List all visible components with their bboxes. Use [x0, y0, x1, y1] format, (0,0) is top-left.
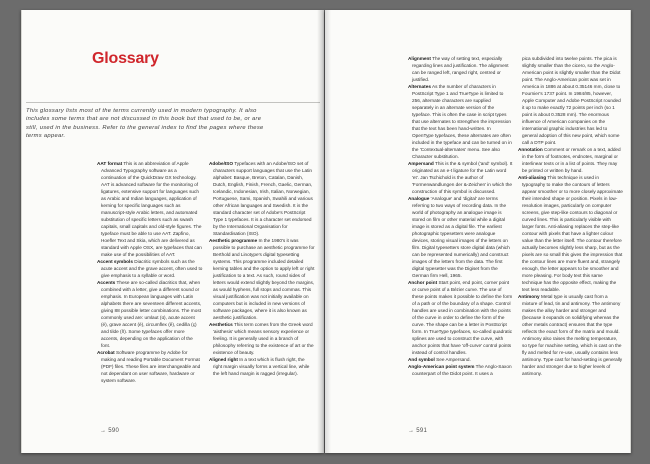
glossary-entry [209, 160, 315, 237]
glossary-term: And symbol [408, 357, 435, 362]
glossary-entry [408, 356, 513, 363]
glossary-definition: The way of setting text, especially regarding lines and justification. The alignment can be ranged left, ranged right, centred or justified. [412, 56, 509, 82]
glossary-term: Anti-aliasing [518, 175, 547, 180]
page-number-left: → 590 [100, 428, 120, 434]
glossary-definition: The Anglo-Saxon counterpart of the Didot point. It uses a [412, 364, 512, 376]
glossary-entry [209, 321, 315, 356]
left-page [21, 10, 324, 453]
glossary-definition: Metal type is usually cast from a mixture of lead, tin and antimony. The antimony makes the alloy harder and stronger and (because it expands on solidifying whereas the other metals contract) ensures that the type reflects the exact form of the matrix and mould. Antimony also raises the melting temperature, so type for machine setting, which is cast on the fly and melted for re-use, usually contains less antimony. Type cast for hand-setting is generally harder and stronger due to higher levels of antimony. [522, 294, 623, 376]
intro-line: This glossary lists most of the terms currently used in modern typography. It also [26, 108, 257, 114]
glossary-definition: As the number of characters in PostScript Type 1 and TrueType is limited to 256, alternate characters are supplied separately in an alternate version of the typeface. This is often the case in script types that use alternates to strengthen the impression that the text has been hand-written. In OpenType typefaces, these alternates are often included in the typeface and can be turned on in the 'Contextual-alternates' menu. See also Character substitution. [412, 84, 512, 159]
glossary-entry [97, 258, 203, 279]
glossary-definition: Software programme by Adobe for making and reading Portable Document Format (PDF) files. These files are interchangeable and not dependant on user software, hardware or system software. [101, 350, 201, 383]
glossary-definition: See Ampersand. [436, 357, 471, 362]
glossary-entry [408, 83, 513, 160]
glossary-column-4 [518, 55, 623, 377]
glossary-entry [209, 237, 315, 321]
glossary-entry [209, 356, 315, 377]
glossary-definition: pica subdivided into twelve points. The pica is slightly smaller than the cicero, so the Anglo-American point is slightly smaller than the Didot point. The Anglo-American point was set in America in 1886 at about 0.35146 mm, close to Fournier's 1737 point. In 1984/85, however, Apple Computer and Adobe PostScript rounded it up to make exactly 72 points per inch (so 1 point is about 0.3528 mm). The enormous influence of American companies on the international graphic industries has led to general adoption of this new point, which some call a DTP point. [522, 56, 621, 145]
glossary-entry [408, 160, 513, 195]
page-number-right: → 591 [408, 428, 428, 434]
page-title: Glossary [92, 50, 159, 67]
glossary-term: Aesthetic programme [209, 238, 258, 243]
glossary-definition: This technique is used in typography to make the contours of letters appear smoother or to more closely approximate their intended shape or position. Pixels in low-resolution images, particularly on computer screens, give step-like contours to diagonal or curved lines. This is particularly visible with larger fonts. Anti-aliasing replaces the step-like contour with pixels that have a lighter colour value than the letter itself. The contour therefore actually becomes slightly less sharp, but as the pixels are so small this gives the impression that the contour lines are more fluent and, strangely enough, the letter appears to be smoother and more pleasing. For body text this same technique has the opposite effect, making the text less readable. [522, 175, 623, 292]
intro-line: terms appear. [26, 132, 66, 139]
glossary-definition: Start point, end point, corner point or curve point of a Bézier curve. The use of these points makes it possible to define the form of a path or of the boundary of a shape. Control handles are used in combination with the points of the curve in order to define the form of the curve. The shape can be a letter in PostScript form. In TrueType typefaces, so-called quadratic splines are used to construct the curve, with anchor points that have 'off-curve' control points instead of control handles. [412, 280, 513, 355]
glossary-column-3 [408, 55, 513, 377]
glossary-term: Alternates [408, 84, 431, 89]
glossary-column-2 [209, 160, 315, 377]
glossary-intro [26, 107, 320, 140]
glossary-term: AAT format [97, 161, 123, 166]
glossary-term: Aesthetics [209, 322, 233, 327]
glossary-term: Annotation [518, 147, 543, 152]
glossary-definition: These are so-called diacritics that, when combined with a letter, give a different sound or emphasis. In European languages with Latin alphabets there are seventeen different accents, giving 88 possible letter combinations. The most commonly used are: umlaut (ü), acute accent (é), grave accent (è), circumflex (ê), cedilla (ç) and tilde (ñ). Some typefaces offer more accents, depending on the application of the font. [101, 280, 202, 348]
glossary-definition: Typefaces with an Adobe/ISO set of characters support languages that use the Latin alphabet: Basque, Breton, Catalan, Danish, Dutch, English, Finish, French, Gaelic, German, Icelandic, Indonesian, Irish, Italian, Norwegian, Portuguese, Sami, Spanish, Swahili and various other African languages and Swedish. It is the standard character set of Adobe's PostScript Type 1 typefaces. It is a character set endorsed by the International Organisation for Standardisation (ISO). [213, 161, 313, 236]
intro-divider [26, 102, 320, 103]
glossary-entry [97, 279, 203, 349]
glossary-definition: In the 1980's it was possible to purchase an aesthetic programme for Berthold and Linotype's digital typesetting systems. This programme included detailed kerning tables and the option to apply left or right justification to a text. As such, round sides of letters would extend slightly beyond the margins, as would hyphens, full stops and commas. This visual justification was not initially available on computers but is included in new versions of software packages, where it is also known as aesthetic justification. [213, 238, 315, 320]
glossary-term: Anglo-American point system [408, 364, 475, 369]
glossary-definition: This is an abbreviation of Apple Advanced Typography software as a continuation of the QuickDraw GX technology. AAT is advanced software for the monitoring of ligatures, extensive support for languages such as Arabic and Indian languages, application of kerning for specific languages such as manuscript-style Arabic letters, and automated substitution of specific letters such as swash capitals, small capitals and old-style figures. The typeface must be able to use AAT. Zapfino, Hoefler Text and Skia, which are delivered as standard with Apple OSX, are typefaces that can make use of the possibilities of AAT. [101, 161, 202, 257]
intro-line: includes some terms that are not discussed in this book but that used to be, or are [26, 116, 262, 123]
glossary-entry [408, 279, 513, 356]
glossary-definition: Diacritic symbols such as the acute accent and the grave accent, often used to give emphasis to a syllable or word. [101, 259, 203, 278]
glossary-column-1 [97, 160, 203, 384]
intro-line: still, used in the business. Refer to the general index to find the pages where these [26, 124, 264, 131]
glossary-definition: This is the & symbol ('and' symbol). It originated as an e-t ligature for the Latin word 'et'. Jan Tschichold is the author of 'Formenwandlungen der &-Zeichen' in which the construction of this symbol is discussed. [412, 161, 513, 194]
glossary-term: Anchor point [408, 280, 438, 285]
glossary-definition: This term comes from the Greek word 'aisthesis' which means sensory experience or feeling. It is generally used in a branch of philosophy referring to the existence of art or the existence of beauty. [213, 322, 314, 355]
glossary-term: Ampersand [408, 161, 434, 166]
glossary-term: Alignment [408, 56, 431, 61]
glossary-term: Accent symbols [97, 259, 133, 264]
glossary-term: Antimony [518, 294, 540, 299]
glossary-entry [518, 174, 623, 293]
glossary-entry [518, 55, 623, 146]
glossary-term: Accents [97, 280, 116, 285]
glossary-definition: In a text which is flush right, the right margin visually forms a vertical line, while the left hand margin is ragged (irregular). [213, 357, 310, 376]
glossary-entry [518, 293, 623, 377]
glossary-term: Aligned right [209, 357, 238, 362]
glossary-definition: 'Analogue' and 'digital' are terms referring to two ways of recording data. In the world of photography an analogue image is stored on film or other material while a digital image is stored as a digital file. The earliest photographic typesetters were analogue devices, storing visual images of the letters on film. Digital typesetters store digital data (which can be represented numerically) and construct images of the letters from the data. The first digital typesetter was the Digiset from the German firm Hell, 1965. [412, 196, 510, 278]
glossary-term: Acrobat [97, 350, 115, 355]
glossary-entry [408, 195, 513, 279]
glossary-entry [408, 363, 513, 377]
glossary-definition: Comment or remark on a text, added in the form of footnotes, endnotes, marginal or interlinear texts or in a list of points. They may be printed or written by hand. [522, 147, 621, 173]
glossary-entry [97, 349, 203, 384]
glossary-entry [97, 160, 203, 258]
right-page [325, 10, 631, 453]
glossary-term: Adobe/ISO [209, 161, 233, 166]
glossary-entry [408, 55, 513, 83]
glossary-entry [518, 146, 623, 174]
glossary-term: Analogue [408, 196, 430, 201]
